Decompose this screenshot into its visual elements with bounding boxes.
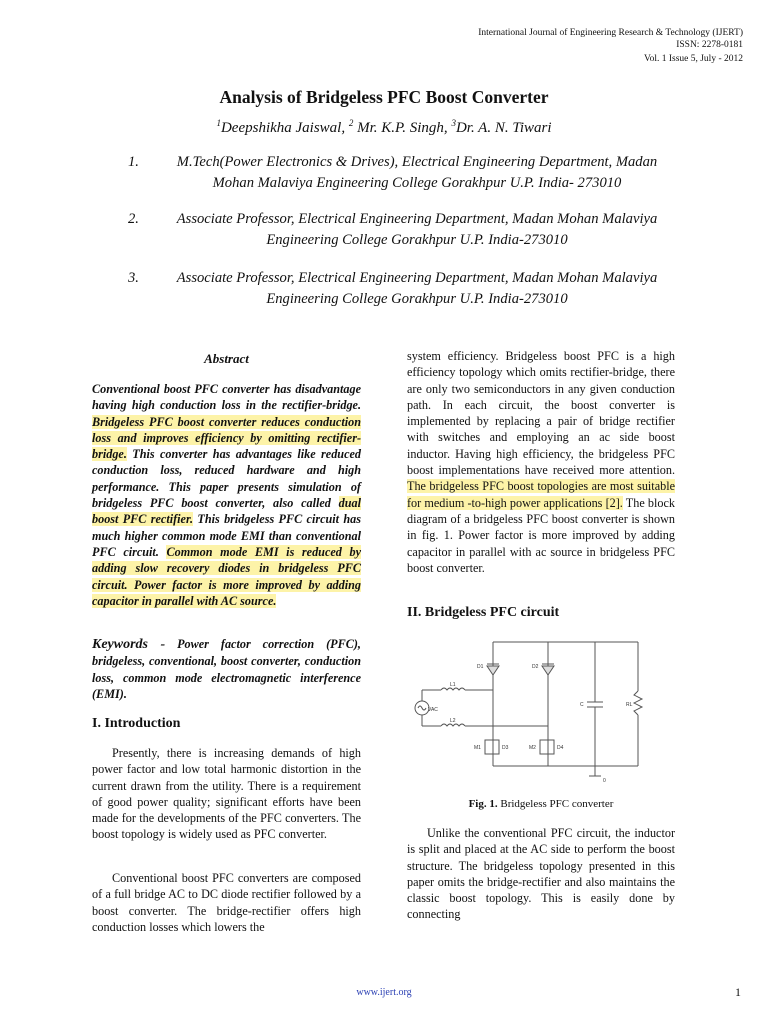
author-1-sup: 1 [216, 118, 221, 128]
author-line [0, 118, 768, 137]
journal-volume: Vol. 1 Issue 5, July - 2012 [643, 54, 743, 64]
affiliation-2-line1: Associate Professor, Electrical Engineering Department, Madan Mohan Malaviya [176, 211, 658, 227]
abstract-highlight-3: Common mode EMI is reduced by adding slow recovery diodes in bridgeless PFC circuit. Power factor is more improved by adding capacitor in parallel with AC source. [92, 544, 361, 608]
capacitor-label: C [580, 702, 584, 708]
affiliation-3 [128, 268, 683, 310]
author-1-name: Deepshikha Jaiswal, [220, 120, 349, 136]
affiliation-1-line1: M.Tech(Power Electronics & Drives), Electrical Engineering Department, Madan [176, 154, 658, 170]
keywords-text: Power factor correction (PFC), bridgeless, conventional, boost converter, conduction loss, common mode electromagnetic interference (EMI). [92, 637, 361, 701]
author-2-sup: 2 [348, 118, 354, 128]
right-paragraph-2: Unlike the conventional PFC circuit, the inductor is split and placed at the AC side to perform the boost structure. The bridgeless topology presented in this paper omits the bridge-rectifier and also maintains the classic boost topology. This is easily done by connecting [407, 826, 675, 922]
abstract-text-2: This converter has advantages like reduced conduction loss, reduced hardware and high performance. This paper presents simulation of bridgeless PFC boost converter, also called [92, 447, 361, 511]
author-3-name: Dr. A. N. Tiwari [455, 120, 552, 136]
author-3-sup: 3 [451, 118, 456, 128]
abstract-highlight-1: Bridgeless PFC boost converter reduces conduction loss and improves efficiency by omitting rectifier-bridge. [92, 414, 361, 462]
right-highlight: The bridgeless PFC boost topologies are most suitable for medium -to-high power applications [2]. [407, 479, 675, 510]
abstract-text-1: Conventional boost PFC converter has disadvantage having high conduction loss in the rectifier-bridge. [92, 382, 361, 413]
right-paragraph-1 [407, 348, 675, 576]
abstract-highlight-2: dual boost PFC rectifier. [92, 496, 361, 527]
footer-website-link[interactable]: www.ijert.org [356, 987, 412, 998]
load-resistor-label: RL [626, 702, 633, 708]
figure-caption-text: Bridgeless PFC converter [497, 798, 614, 810]
bridgeless-pfc-circuit-diagram [408, 636, 676, 786]
journal-name: International Journal of Engineering Research & Technology (IJERT) [478, 28, 743, 38]
keywords-paragraph [92, 636, 361, 702]
affiliation-2 [128, 209, 683, 251]
affiliation-2-number: 2. [128, 211, 139, 227]
inductor-l1-label: L1 [450, 682, 456, 688]
affiliation-1 [128, 152, 683, 194]
diode-d4-label: D4 [557, 745, 564, 751]
mosfet-m1-label: M1 [474, 745, 481, 751]
affiliation-3-number: 3. [128, 270, 139, 286]
ground-label: 0 [603, 778, 606, 784]
intro-heading-wrap [92, 716, 361, 732]
diode-d3-label: D3 [502, 745, 509, 751]
intro-paragraph-1: Presently, there is increasing demands of high power factor and low total harmonic distortion in the current drawn from the utility. There is a requirement of good power quality; significant efforts have been made for the developments of the PFC converters. The boost topology is widely used as PFC converter. [92, 746, 361, 842]
author-2-name: Mr. K.P. Singh, [353, 120, 452, 136]
intro-heading: I. Introduction [92, 716, 181, 731]
affiliation-3-line1: Associate Professor, Electrical Engineering Department, Madan Mohan Malaviya [176, 270, 658, 286]
inductor-l2-label: L2 [450, 718, 456, 724]
diode-d1-label: D1 [477, 664, 484, 670]
section2-heading: II. Bridgeless PFC circuit [407, 605, 560, 620]
affiliation-3-line2: Engineering College Gorakhpur U.P. India-273010 [266, 291, 568, 307]
journal-issn: ISSN: 2278-0181 [676, 40, 743, 50]
abstract-body [92, 381, 361, 609]
circuit-figure [408, 636, 676, 786]
abstract-heading: Abstract [204, 351, 249, 366]
figure-caption-label: Fig. 1. [468, 798, 498, 810]
section2-heading-wrap [407, 605, 675, 621]
ac-source-label: VAC [428, 707, 438, 713]
abstract-text-3: This bridgeless PFC circuit has much higher common mode EMI than conventional PFC circuit. [92, 512, 361, 559]
right-text-2: The block diagram of a bridgeless PFC boost converter is shown in fig. 1. Power factor is more improved by adding capacitor in parallel with ac source in bridgeless PFC boost converter. [407, 495, 675, 575]
keywords-label: Keywords - [92, 637, 166, 652]
paper-title: Analysis of Bridgeless PFC Boost Converter [219, 87, 549, 107]
diode-d2-label: D2 [532, 664, 539, 670]
figure-caption [407, 798, 675, 810]
page-number: 1 [735, 985, 741, 999]
affiliation-2-line2: Engineering College Gorakhpur U.P. India-273010 [266, 232, 568, 248]
affiliation-1-number: 1. [128, 154, 139, 170]
right-text-1: system efficiency. Bridgeless boost PFC is a high efficiency topology which omits rectifier-bridge, there are only two semiconductors in any given conduction path. In each circuit, the boost converter is implemented by replacing a pair of bridge rectifier with switches and employing an ac side boost inductor. Having high efficiency, the bridgeless PFC boost implementations have received more attention. [407, 349, 675, 478]
affiliation-1-line2: Mohan Malaviya Engineering College Gorakhpur U.P. India- 273010 [212, 175, 622, 191]
mosfet-m2-label: M2 [529, 745, 536, 751]
intro-paragraph-2: Conventional boost PFC converters are composed of a full bridge AC to DC diode rectifier followed by a boost converter. The bridge-rectifier offers high conduction losses which lowers the [92, 871, 361, 934]
